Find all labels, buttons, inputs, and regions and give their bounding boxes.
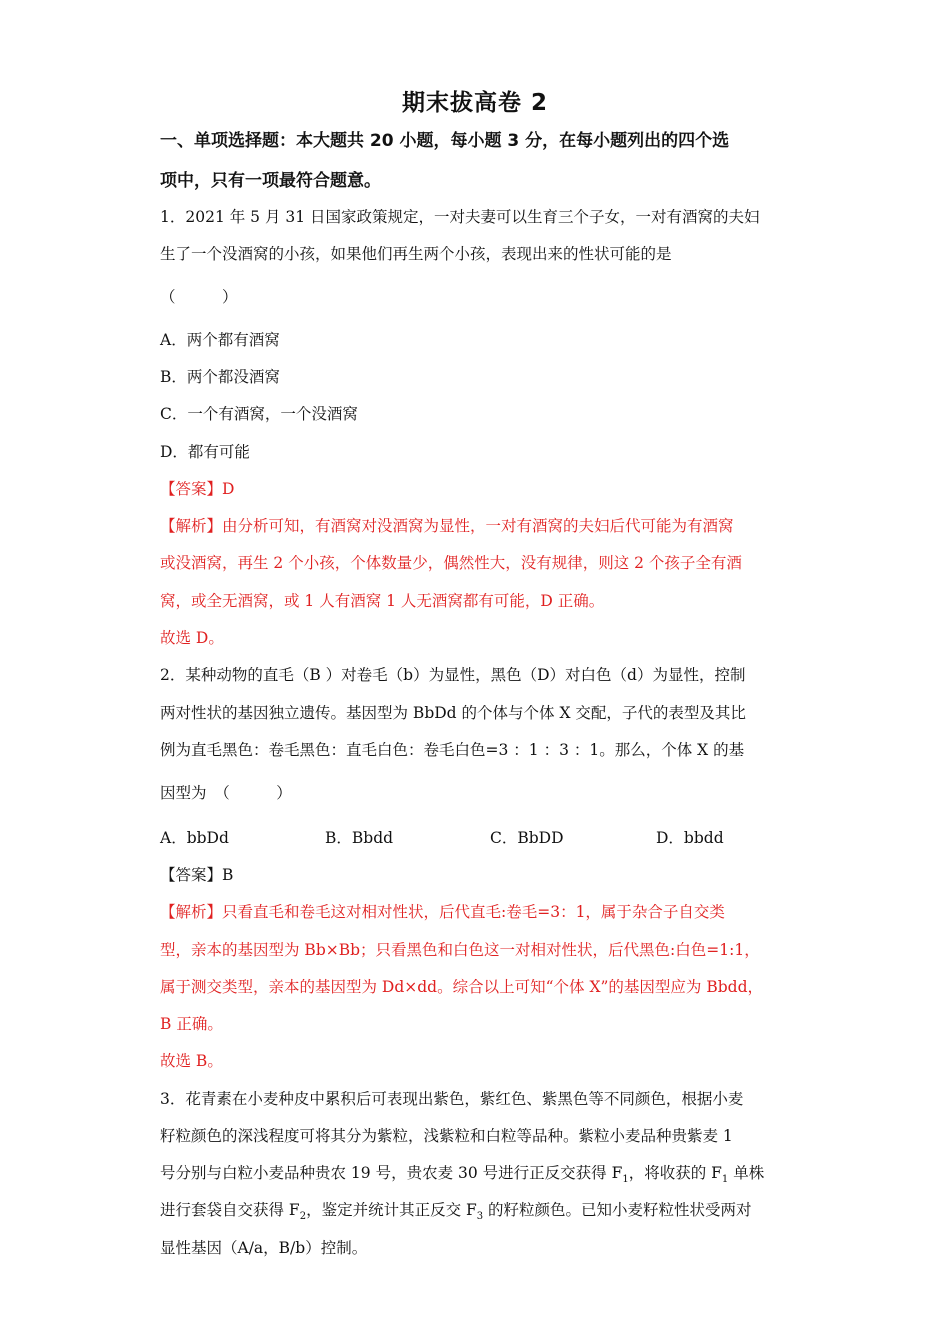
q2-conclusion: 故选 B。 (160, 1052, 223, 1070)
q2-stem-line3: 例为直毛黑色：卷毛黑色：直毛白色：卷毛白色=3 ：1 ：3 ：1。那么，个体 X 的基 (160, 741, 745, 759)
q3-line4-text-b: ，鉴定并统计其正反交 F (306, 1201, 477, 1219)
q1-answer: 【答案】D (160, 480, 235, 498)
q2-stem-line2: 两对性状的基因独立遗传。基因型为 BbDd 的个体与个体 X 交配，子代的表型及其比 (160, 704, 746, 722)
q2-stem-line4: 因型为 （ ） (160, 784, 292, 802)
q3-stem-line2: 籽粒颜色的深浅程度可将其分为紫粒，浅紫粒和白粒等品种。紫粒小麦品种贵紫麦 1 (160, 1127, 733, 1145)
q3-stem-line5: 显性基因（A/a，B/b）控制。 (160, 1239, 368, 1257)
q2-analysis-line2: 型，亲本的基因型为 Bb×Bb；只看黑色和白色这一对相对性状，后代黑色:白色=1:1， (160, 941, 760, 959)
q1-analysis-line3: 窝，或全无酒窝，或 1 人有酒窝 1 人无酒窝都有可能，D 正确。 (160, 592, 605, 610)
q2-option-c: C．BbDD (490, 829, 564, 847)
q2-analysis-line4: B 正确。 (160, 1015, 223, 1033)
q1-option-a: A．两个都有酒窝 (160, 331, 280, 349)
q1-stem-line2: 生了一个没酒窝的小孩，如果他们再生两个小孩，表现出来的性状可能的是 (160, 245, 672, 263)
q2-answer: 【答案】B (160, 866, 234, 884)
q3-line3-text-b: ，将收获的 F (628, 1164, 722, 1182)
q1-option-c: C．一个有酒窝，一个没酒窝 (160, 405, 358, 423)
q1-analysis-line1: 【解析】由分析可知，有酒窝对没酒窝为显性，一对有酒窝的夫妇后代可能为有酒窝 (160, 517, 734, 535)
q3-line3-text-a: 号分别与白粒小麦品种贵农 19 号，贵农麦 30 号进行正反交获得 F (160, 1164, 623, 1182)
q3-line4-text-a: 进行套袋自交获得 F (160, 1201, 300, 1219)
q1-answer-paren: （ ） (160, 288, 238, 306)
q2-analysis-line3: 属于测交类型，亲本的基因型为 Dd×dd。综合以上可知“个体 X”的基因型应为 Bbdd， (160, 978, 764, 996)
q3-stem-line1: 3．花青素在小麦种皮中累积后可表现出紫色，紫红色、紫黑色等不同颜色，根据小麦 (160, 1090, 744, 1108)
q2-option-a: A．bbDd (160, 829, 229, 847)
q3-line3-sub2: 1 (721, 1174, 729, 1186)
q3-line3-text-c: 单株 (728, 1164, 765, 1182)
q3-line4-sub2: 3 (476, 1211, 484, 1223)
q2-option-d: D．bbdd (656, 829, 724, 847)
q3-line4-sub1: 2 (299, 1211, 307, 1223)
section-heading-line2: 项中，只有一项最符合题意。 (160, 171, 381, 191)
q1-stem-line1: 1．2021 年 5 月 31 日国家政策规定，一对夫妻可以生育三个子女，一对有酒窝的夫妇 (160, 208, 760, 226)
q2-option-b: B．Bbdd (325, 829, 394, 847)
section-heading-line1: 一、单项选择题：本大题共 20 小题，每小题 3 分，在每小题列出的四个选 (160, 131, 730, 151)
q3-line4-text-c: 的籽粒颜色。已知小麦籽粒性状受两对 (483, 1201, 752, 1219)
q2-stem-line1: 2．某种动物的直毛（B ）对卷毛（b）为显性，黑色（D）对白色（d）为显性，控制 (160, 666, 746, 684)
q3-line3-sub1: 1 (622, 1174, 629, 1186)
q2-analysis-line1: 【解析】只看直毛和卷毛这对相对性状，后代直毛:卷毛=3：1，属于杂合子自交类 (160, 903, 725, 921)
q1-option-d: D．都有可能 (160, 443, 250, 461)
q1-conclusion: 故选 D。 (160, 629, 224, 647)
q3-stem-line3 (160, 1162, 764, 1191)
q1-option-b: B．两个都没酒窝 (160, 368, 280, 386)
page-title: 期末拔高卷 2 (401, 90, 548, 116)
q3-stem-line4 (160, 1199, 752, 1228)
q1-analysis-line2: 或没酒窝，再生 2 个小孩，个体数量少，偶然性大，没有规律，则这 2 个孩子全有酒 (160, 554, 742, 572)
